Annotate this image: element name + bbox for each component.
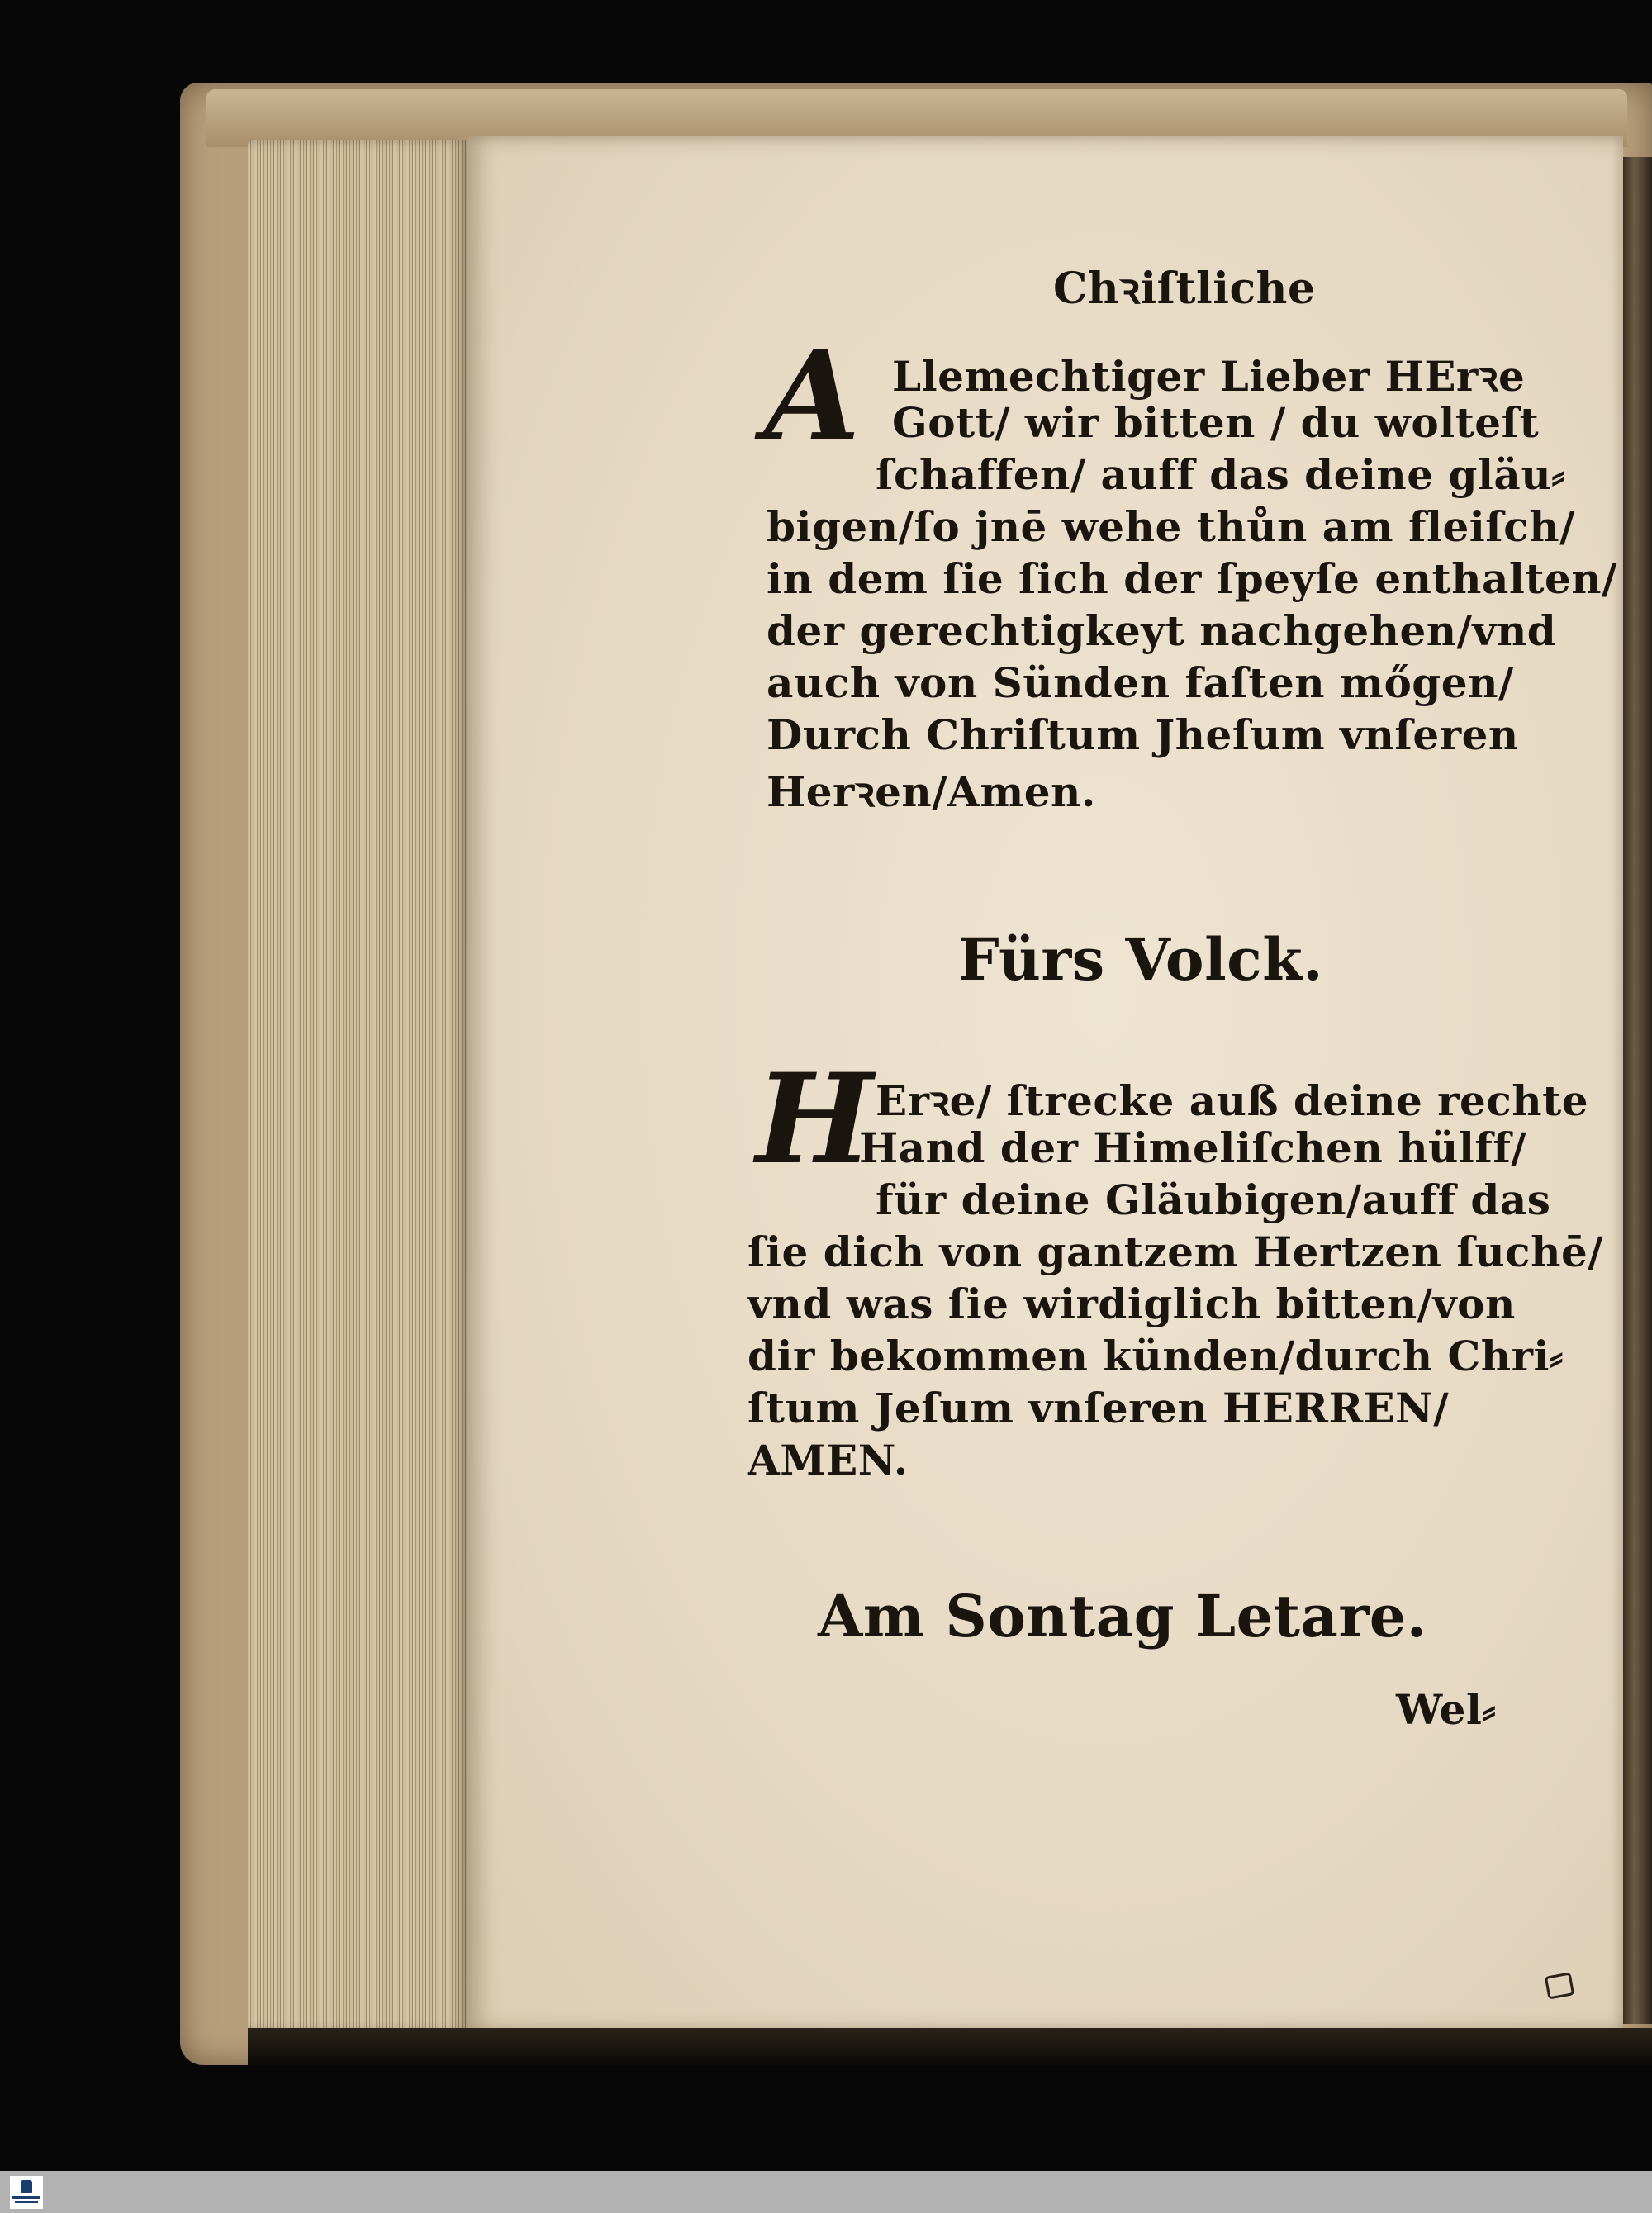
footer-bar [0, 2171, 1652, 2213]
text-line: bigen/ſo jnē wehe thůn am fleiſch/ [767, 502, 1575, 551]
page-gutter [1623, 157, 1652, 2024]
bottom-shadow [248, 2028, 1652, 2065]
text-line: in dem ſie ſich der ſpeyſe enthalten/ [767, 554, 1617, 603]
page-edges [248, 140, 467, 2032]
text-line: auch von Sünden faſten mőgen/ [767, 658, 1514, 707]
text-line: für deine Gläubigen/auff das [876, 1175, 1551, 1224]
text-line: vnd was ſie wirdiglich bitten/von [748, 1280, 1516, 1328]
text-line: AMEN. [748, 1436, 909, 1484]
text-line: ſtum Jeſum vnſeren HERREN/ [748, 1384, 1450, 1432]
text-line: der gerechtigkeyt nachgehen/vnd [767, 606, 1557, 655]
drop-cap-initial: H [756, 1047, 873, 1192]
text-line: Hand der Himeliſchen hülff/ [859, 1123, 1527, 1172]
text-line: ſie dich von gantzem Hertzen ſuchē/ [748, 1228, 1604, 1276]
text-line: Herꝛen/Amen. [767, 767, 1096, 816]
page-mark-icon [1545, 1972, 1574, 1999]
section-heading: Fürs Volck. [958, 925, 1324, 994]
section-heading: Am Sontag Letare. [818, 1582, 1427, 1650]
text-line: Llemechtiger Lieber HErꝛe [892, 352, 1526, 401]
library-logo-icon[interactable] [10, 2176, 43, 2209]
text-line: Erꝛe/ ſtrecke auß deine rechte [876, 1076, 1589, 1125]
running-header: Chꝛiſtliche [1053, 264, 1316, 314]
drop-cap-initial: A [764, 324, 861, 469]
text-line: Gott/ wir bitten / du wolteſt [892, 398, 1540, 447]
text-line: Durch Chriſtum Jheſum vnſeren [767, 710, 1519, 759]
text-line: dir bekommen künden/durch Chri⸗ [748, 1332, 1564, 1380]
catchword: Wel⸗ [1396, 1685, 1497, 1734]
text-line: ſchaffen/ auff das deine gläu⸗ [876, 450, 1566, 499]
